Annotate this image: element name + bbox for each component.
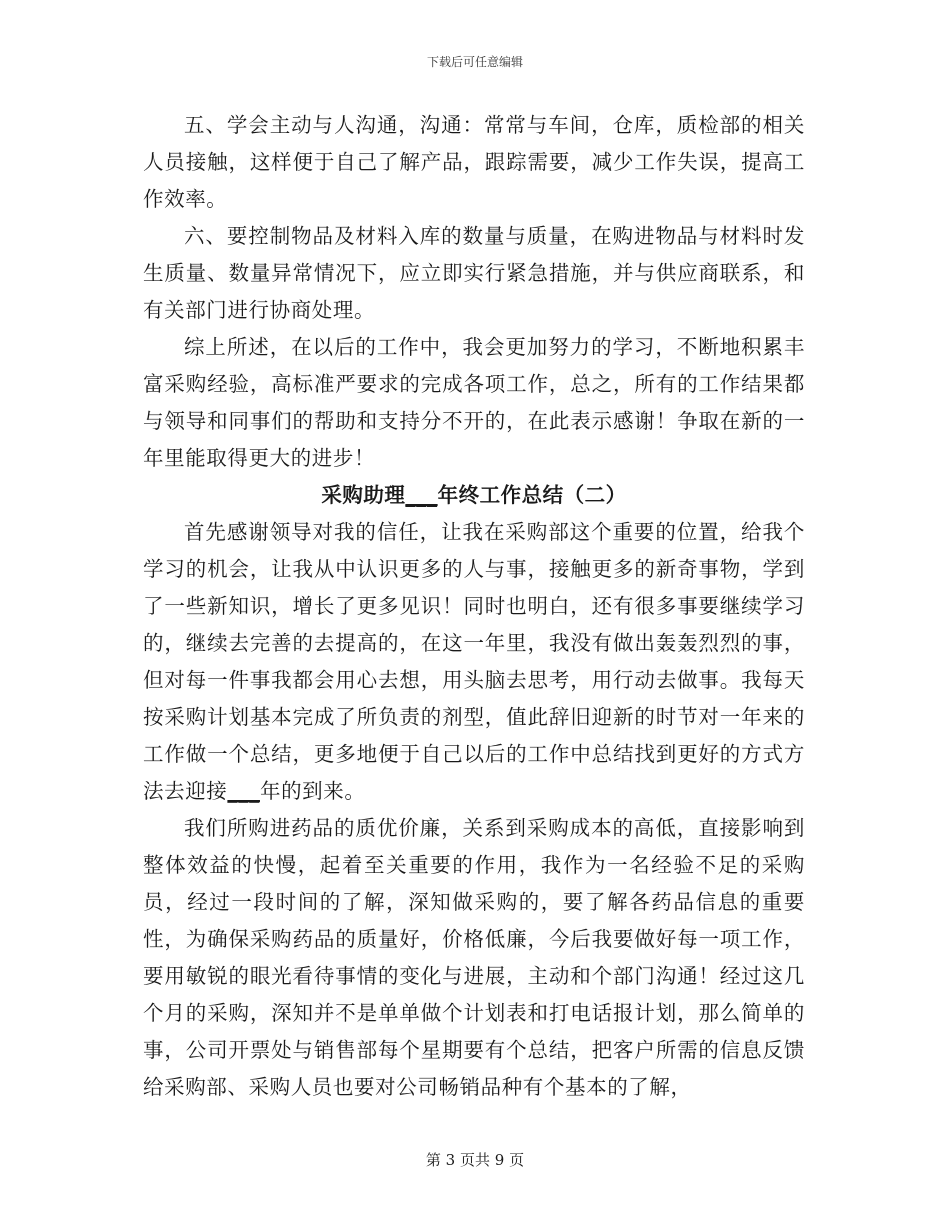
- paragraph-summary: 综上所述，在以后的工作中，我会更加努力的学习，不断地积累丰富采购经验，高标准严要求的完成各项工作，总之，所有的工作结果都与领导和同事们的帮助和支持分不开的，在此表示感谢！争取在新的一年里能取得更大的进步！: [143, 335, 805, 470]
- paragraph-six: 六、要控制物品及材料入库的数量与质量，在购进物品与材料时发生质量、数量异常情况下，应立即实行紧急措施，并与供应商联系，和有关部门进行协商处理。: [143, 224, 805, 322]
- paragraph-intro: [143, 514, 805, 810]
- section-title: [143, 477, 805, 514]
- section-title-prefix: 采购助理: [321, 483, 406, 507]
- paragraph-five: 五、学会主动与人沟通，沟通：常常与车间，仓库，质检部的相关人员接触，这样便于自己了解产品，跟踪需要，减少工作失误，提高工作效率。: [143, 113, 805, 211]
- paragraph-procurement: 我们所购进药品的质优价廉，关系到采购成本的高低，直接影响到整体效益的快慢，起着至关重要的作用，我作为一名经验不足的采购员，经过一段时间的了解，深知做采购的，要了解各药品信息的重要性，为确保采购药品的质量好，价格低廉，今后我要做好每一项工作，要用敏锐的眼光看待事情的变化与进展，主动和个部门沟通！经过这几个月的采购，深知并不是单单做个计划表和打电话报计划，那么简单的事，公司开票处与销售部每个星期要有个总结，把客户所需的信息反馈给采购部、采购人员也要对公司畅销品种有个基本的了解，: [143, 816, 805, 1099]
- paragraph-intro-blank: ___: [227, 779, 260, 803]
- section-title-blank: ___: [405, 483, 438, 507]
- page-header: 下载后可任意编辑: [426, 55, 523, 69]
- paragraph-intro-end: 年的到来。: [259, 779, 366, 803]
- paragraph-intro-text: 首先感谢领导对我的信任，让我在采购部这个重要的位置，给我个学习的机会，让我从中认识更多的人与事，接触更多的新奇事物，学到了一些新知识，增长了更多见识！同时也明白，还有很多事要继续学习的，继续去完善的去提高的，在这一年里，我没有做出轰轰烈烈的事，但对每一件事我都会用心去想，用头脑去思考，用行动去做事。我每天按采购计划基本完成了所负责的剂型，值此辞旧迎新的时节对一年来的工作做一个总结，更多地便于自己以后的工作中总结找到更好的方式方法去迎接: [143, 520, 805, 803]
- page-number: 第 3 页共 9 页: [425, 1151, 525, 1169]
- document-body: [143, 107, 805, 1106]
- section-title-suffix: 年终工作总结（二）: [437, 483, 627, 507]
